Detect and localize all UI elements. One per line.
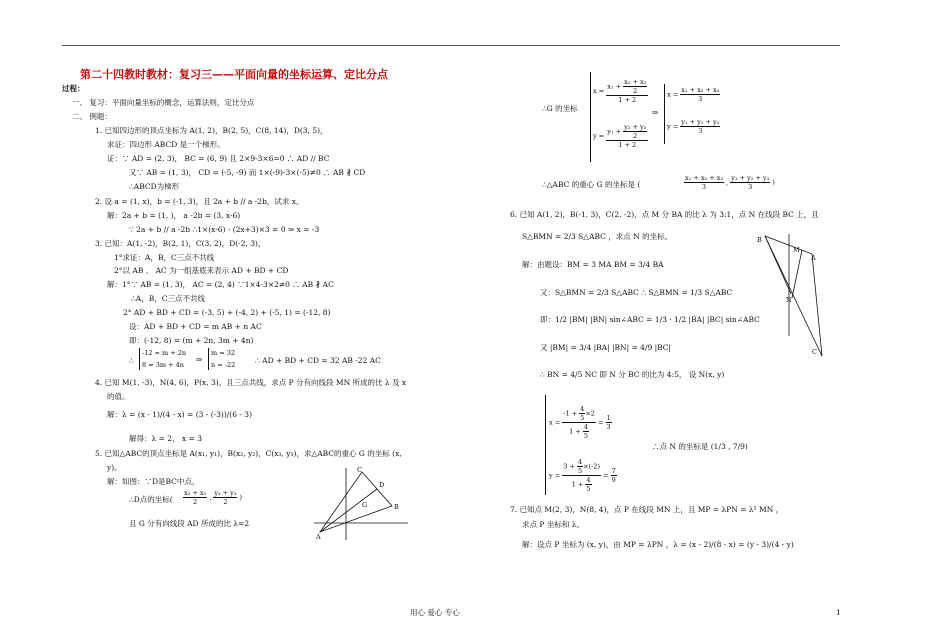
ex4-problem-cont: 的值。 [107, 392, 130, 401]
system-sol1: m = 32 [211, 349, 236, 357]
centroid-frac: $\frac{\text{x₁ + x₂ + x₃}}{3}$ , $\frac{\text{y₁ + y₂ + y₃}}{3}$ ) [685, 174, 775, 191]
ex6-step1: 解：由题设：BM = 3 MA BM = 3/4 BA [522, 260, 664, 269]
centroid-result: ∴△ABC 的重心 G 的坐标是 ( [542, 180, 641, 189]
system-sol2: n = -22 [211, 361, 236, 369]
system-eq1: -12 = m + 2n [142, 349, 187, 357]
ex1-problem: 1. 已知四边形的顶点坐标为 A(1, 2)，B(2, 5)，C(8, 14)，D(3, 5)， [95, 126, 328, 135]
ex6-step5: ∴ BN = 4/5 NC 即 N 分 BC 的比为 4:5， 设 N(x, y) [540, 370, 725, 379]
d-coord-frac: $\frac{\text{x₂ + x₃}}{2}$ , $\frac{\text{y₂ + y₃}}{2}$ ) [184, 489, 243, 506]
ex4-result: 解得：λ = 2， x = 3 [129, 434, 203, 443]
ex7-problem: 7. 已知点 M(2, 3)，N(8, 4)，点 P 在线段 MN 上，且 MP = λPN = λ² MN ， [510, 505, 784, 514]
system-brace-right [208, 348, 210, 370]
ex3-result: ∴ AD + BD + CD = 32 AB -22 AC [255, 356, 381, 365]
ex6-result: ∴点 N 的坐标是 (1/3 , 7/9) [652, 442, 748, 451]
review-line: 一、 复习：平面向量坐标的概念，运算法则，定比分点 [72, 98, 255, 107]
n-brace [545, 395, 547, 495]
ex3-sol2-set: 设：AD + BD + CD = m AB + n AC [129, 322, 262, 331]
fig6-label-n: N [786, 296, 792, 304]
ex3-problem: 3. 已知：A(1, -2)，B(2, 1)，C(3, 2)，D(-2, 3)， [95, 239, 266, 248]
ex6-problem-cont: S△BMN = 2/3 S△ABC ，求点 N 的坐标。 [522, 232, 673, 241]
ex6-problem: 6. 已知 A(1, 2)，B(-1, 3)，C(2, -2)，点 M 分 BA 的比 λ 为 3:1，点 N 在线段 BC 上，且 [510, 210, 819, 219]
ex3-part2: 2°以 AB 、 AC 为一组基底来表示 AD + BD + CD [114, 266, 289, 275]
fig5-label-d: D [379, 481, 385, 489]
ex6-step4: 又 |BM| = 3/4 |BA| |BN| = 4/9 |BC| [540, 343, 672, 352]
fig5-label-g: G [362, 501, 368, 509]
examples-heading: 二、 例题： [72, 112, 112, 121]
ex5-step3: 且 G 分有向线段 AD 所成的比 λ=2 [129, 519, 250, 528]
fig6-label-b: B [757, 236, 762, 244]
ex4-solution: 解：λ = (x - 1)/(4 - x) = (3 - (-3))/(6 - 3) [107, 410, 253, 419]
ex6-step2: 又：S△BMN = 2/3 S△ABC ∴ S△BMN = 1/3 S△ABC [540, 288, 733, 297]
ex5-step2: ∴D点的坐标( [129, 495, 173, 504]
ex7-problem-cont: 求点 P 坐标和 λ。 [522, 520, 584, 529]
ex1-prove: 求证：四边形 ABCD 是一个梯形。 [107, 140, 225, 149]
page-number: 1 [836, 608, 841, 617]
fig5-label-b: B [394, 503, 399, 511]
g-y-right: y = $\frac{\text{y₁ + y₂ + y₃}}{3}$ [667, 118, 720, 135]
ex4-problem: 4. 已知 M(1, -3)，N(4, 6)，P(x, 3)，且三点共线，求点 P 分有向线段 MN 所成的比 λ 及 x [95, 378, 407, 387]
fig6-label-c: C [812, 348, 817, 356]
ex6-step3: 即：1/2 |BM| |BN| sin∠ABC = 1/3 · 1/2 |BA| |BC| sin∠ABC [540, 315, 760, 324]
ex1-step1: 证：∵ AD = (2, 3)， BC = (6, 9) 且 2×9-3×6=0 ∴ AD // BC [107, 154, 330, 163]
ex5-step1: 解：如图：∵D是BC中点， [107, 477, 200, 486]
g-brace-left [590, 72, 592, 162]
implies-arrow-g: ⇒ [652, 108, 659, 117]
ex3-sol1: 解：1°∵ AB = (1, 3)， AC = (2, 4) ∵1×4-3×2≠0 ∴ AB ∦ AC [107, 280, 334, 289]
ex5-problem-cont: y)。 [107, 463, 122, 472]
g-y-left: y = y₁ + $\frac{\text{y₂ + y₃}}{2}$ 1 + 2 [593, 123, 647, 149]
n-y-eq: y = 3 + $\frac{4}{5}$ ×(-2) 1 + $\frac{4}{5}$ = $\frac{7}{9}$ [549, 458, 616, 493]
system-brace-left [139, 348, 141, 370]
therefore-sign: ∴ [129, 356, 134, 365]
process-label: 过程： [62, 84, 85, 93]
ex3-sol1-conclusion: ∴A，B，C三点不共线 [131, 294, 205, 303]
ex1-step2: 又∵ AB = (1, 3)， CD = (-5, -9) 而 1×(-9)-3×(-5)≠0 ∴ AB ∦ CD [129, 168, 366, 177]
ex1-conclusion: ∴ABCD为梯形 [129, 182, 180, 191]
ex5-problem: 5. 已知△ABC的顶点坐标是 A(x₁, y₁)，B(x₂, y₂)，C(x₃, y₃)，求△ABC的重心 G 的坐标 (x, [95, 449, 402, 458]
g-x-right: x = $\frac{\text{x₁ + x₂ + x₃}}{3}$ [667, 86, 720, 103]
fig6-label-m: M [793, 246, 800, 254]
ex7-solution: 解：设点 P 坐标为 (x, y)，由 MP = λPN ，λ = (x - 2)/(8 - x) = (y - 3)/(4 - y) [522, 540, 794, 549]
fig5-label-a: A [316, 533, 321, 541]
ex3-sol2: 2° AD + BD + CD = (-3, 5) + (-4, 2) + (-5, 1) = (-12, 8) [123, 308, 331, 317]
fig5-label-c: C [357, 466, 362, 474]
system-eq2: 8 = 3m + 4n [142, 361, 184, 369]
fig6-label-a: A [811, 254, 816, 262]
n-x-eq: x = -1 + $\frac{4}{5}$ ×2 1 + $\frac{4}{5}$ = $\frac{1}{3}$ [549, 405, 611, 440]
ex2-step2: ∵ 2a + b // a -2b ∴1×(x-6) - (2x+3)×3 = 0 ⇒ x = -3 [129, 225, 320, 234]
ex3-part1: 1°求证：A，B，C三点不共线 [114, 253, 215, 262]
g-x-left: x = x₁ + $\frac{\text{x₂ + x₃}}{2}$ 1 + 2 [593, 78, 647, 104]
g-coord-label: ∴G 的坐标 [542, 104, 578, 113]
g-brace-right [664, 84, 666, 144]
implies-arrow: ⇒ [196, 355, 203, 364]
ex2-problem: 2. 设 a = (1, x)，b = (-1, 3)，且 2a + b // a -2b，试求 x。 [95, 197, 304, 206]
header-rule [62, 45, 840, 46]
ex3-sol2-eq: 即：(-12, 8) = (m + 2n, 3m + 4n) [129, 336, 254, 345]
page-title: 第二十四教时教材：复习三——平面向量的坐标运算、定比分点 [80, 68, 388, 81]
ex2-step1: 解：2a + b = (1, )， a -2b = (3, x-6) [107, 211, 241, 220]
footer-text: 用心 爱心 专心 [410, 608, 460, 617]
